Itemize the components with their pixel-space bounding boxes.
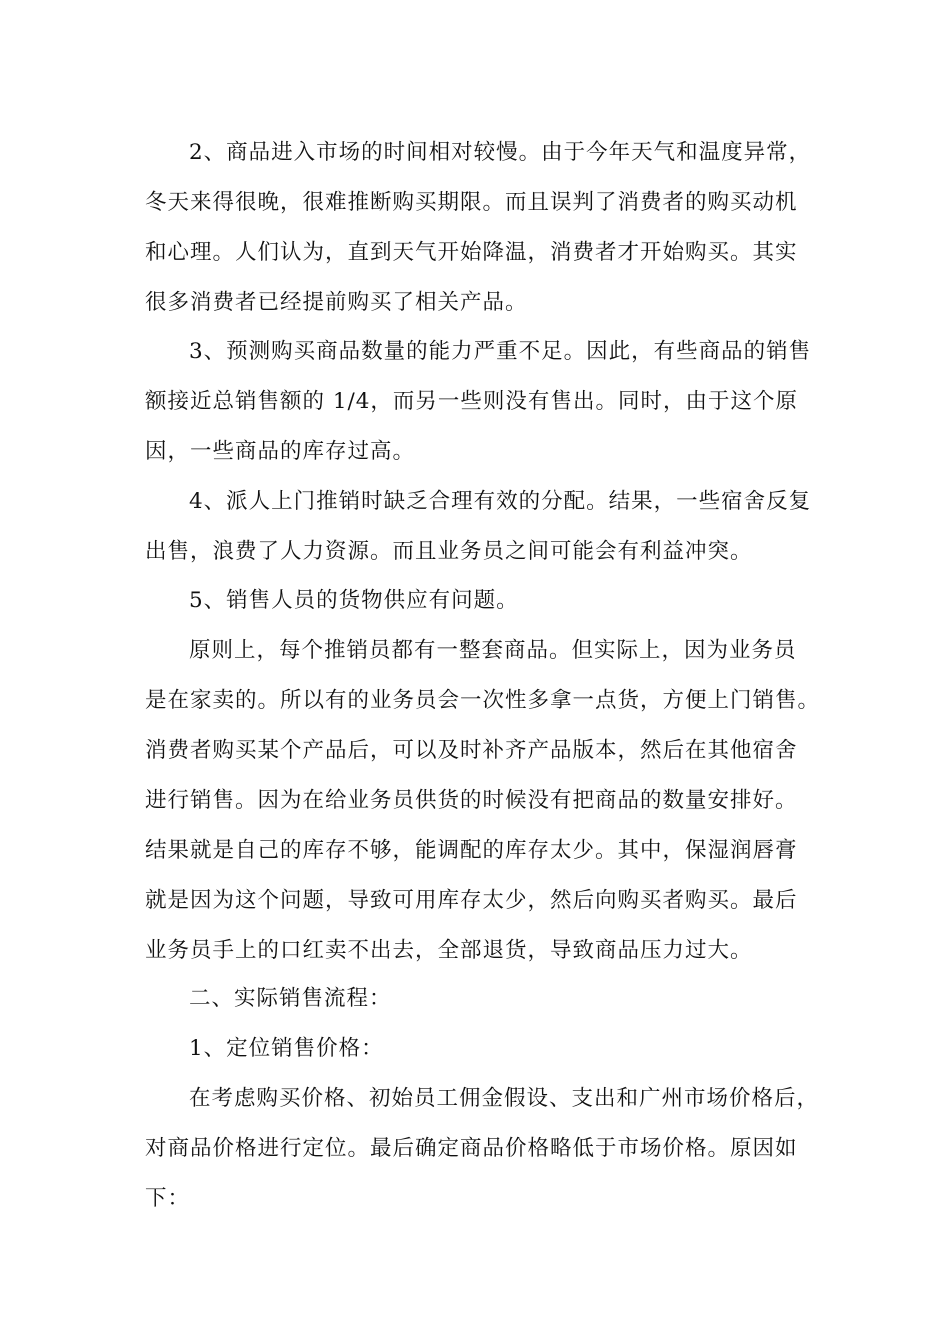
text-line: 出售，浪费了人力资源。而且业务员之间可能会有利益冲突。 — [145, 539, 753, 564]
text-line: 2、商品进入市场的时间相对较慢。由于今年天气和温度异常， — [189, 140, 812, 165]
text-line: 消费者购买某个产品后，可以及时补齐产品版本，然后在其他宿舍 — [145, 738, 798, 763]
paragraph-pricing — [145, 1074, 835, 1224]
text-line: 结果就是自己的库存不够，能调配的库存太少。其中，保湿润唇膏 — [145, 838, 798, 863]
paragraph-item-4 — [145, 477, 835, 577]
text-line: 原则上，每个推销员都有一整套商品。但实际上，因为业务员 — [189, 638, 797, 663]
text-line: 在考虑购买价格、初始员工佣金假设、支出和广州市场价格后， — [189, 1086, 820, 1111]
text-line: 额接近总销售额的 1/4，而另一些则没有售出。同时，由于这个原 — [145, 389, 798, 414]
text-line: 下： — [145, 1186, 191, 1211]
subsection-heading — [145, 1024, 835, 1074]
text-line: 二、实际销售流程： — [189, 986, 392, 1011]
text-line: 1、定位销售价格： — [189, 1036, 384, 1061]
paragraph-item-2 — [145, 128, 835, 328]
text-line: 冬天来得很晚，很难推断购买期限。而且误判了消费者的购买动机 — [145, 190, 798, 215]
paragraph-item-5 — [145, 576, 835, 626]
section-heading — [145, 974, 835, 1024]
text-line: 进行销售。因为在给业务员供货的时候没有把商品的数量安排好。 — [145, 788, 798, 813]
text-line: 因，一些商品的库存过高。 — [145, 439, 416, 464]
text-line: 和心理。人们认为，直到天气开始降温，消费者才开始购买。其实 — [145, 240, 798, 265]
paragraph-item-3 — [145, 327, 835, 477]
text-line: 很多消费者已经提前购买了相关产品。 — [145, 290, 528, 315]
text-line: 5、销售人员的货物供应有问题。 — [189, 588, 519, 613]
text-line: 业务员手上的口红卖不出去，全部退货，导致商品压力过大。 — [145, 938, 753, 963]
text-line: 就是因为这个问题，导致可用库存太少，然后向购买者购买。最后 — [145, 888, 798, 913]
paragraph-body — [145, 626, 835, 976]
text-line: 3、预测购买商品数量的能力严重不足。因此，有些商品的销售 — [189, 339, 812, 364]
text-line: 对商品价格进行定位。最后确定商品价格略低于市场价格。原因如 — [145, 1136, 798, 1161]
text-line: 4、派人上门推销时缺乏合理有效的分配。结果，一些宿舍反复 — [189, 489, 812, 514]
text-line: 是在家卖的。所以有的业务员会一次性多拿一点货，方便上门销售。 — [145, 688, 821, 713]
